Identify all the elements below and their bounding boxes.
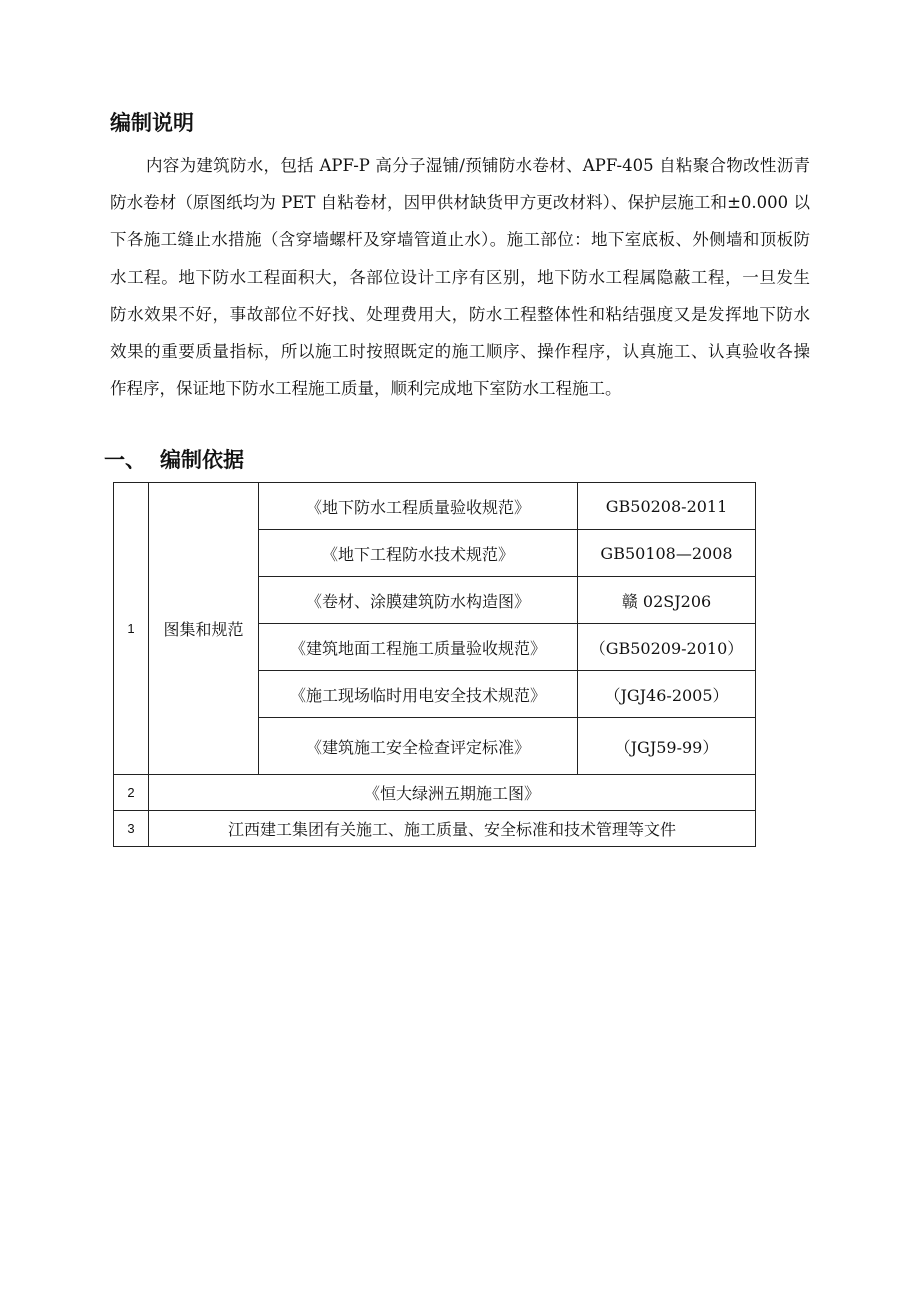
standard-name: 《地下工程防水技术规范》 bbox=[259, 530, 578, 577]
standard-name: 《建筑施工安全检查评定标准》 bbox=[259, 718, 578, 775]
standard-name: 《卷材、涂膜建筑防水构造图》 bbox=[259, 577, 578, 624]
paragraph-line: 防水卷材（原图纸均为 PET 自粘卷材，因甲供材缺货甲方更改材料）、保护层施工和±0.000 以 bbox=[110, 193, 810, 213]
row-index: 2 bbox=[114, 775, 149, 811]
paragraph-line: 内容为建筑防水，包括 APF-P 高分子湿铺/预铺防水卷材、APF-405 自粘聚合物改性沥青 bbox=[146, 156, 810, 175]
section-title-intro: 编制说明 bbox=[110, 111, 194, 135]
paragraph-line: 水工程。地下防水工程面积大，各部位设计工序有区别，地下防水工程属隐蔽工程，一旦发生 bbox=[110, 267, 810, 287]
table-row bbox=[114, 775, 756, 811]
standard-name: 《施工现场临时用电安全技术规范》 bbox=[259, 671, 578, 718]
category-cell: 图集和规范 bbox=[149, 483, 259, 775]
drawing-reference: 《恒大绿洲五期施工图》 bbox=[149, 775, 756, 811]
section-title-text: 编制依据 bbox=[160, 448, 244, 472]
paragraph-line: 效果的重要质量指标，所以施工时按照既定的施工顺序、操作程序，认真施工、认真验收各操 bbox=[110, 341, 810, 361]
table-row bbox=[114, 483, 756, 530]
table-row bbox=[114, 811, 756, 847]
row-index: 1 bbox=[114, 483, 149, 775]
section-title-basis bbox=[104, 444, 244, 474]
basis-table bbox=[113, 482, 756, 847]
standard-code: GB50108—2008 bbox=[578, 530, 756, 577]
standard-code: GB50208-2011 bbox=[578, 483, 756, 530]
intro-paragraph bbox=[110, 147, 810, 407]
standard-name: 《地下防水工程质量验收规范》 bbox=[259, 483, 578, 530]
standard-code: （JGJ59-99） bbox=[578, 718, 756, 775]
company-documents: 江西建工集团有关施工、施工质量、安全标准和技术管理等文件 bbox=[149, 811, 756, 847]
paragraph-line: 防水效果不好，事故部位不好找、处理费用大，防水工程整体性和粘结强度又是发挥地下防水 bbox=[110, 304, 810, 324]
standard-code: （JGJ46-2005） bbox=[578, 671, 756, 718]
section-number: 一、 bbox=[104, 448, 146, 472]
row-index: 3 bbox=[114, 811, 149, 847]
standard-code: （GB50209-2010） bbox=[578, 624, 756, 671]
paragraph-line: 作程序，保证地下防水工程施工质量，顺利完成地下室防水工程施工。 bbox=[110, 379, 622, 399]
standard-name: 《建筑地面工程施工质量验收规范》 bbox=[259, 624, 578, 671]
standard-code: 赣 02SJ206 bbox=[578, 577, 756, 624]
paragraph-line: 下各施工缝止水措施（含穿墙螺杆及穿墙管道止水）。施工部位：地下室底板、外侧墙和顶板防 bbox=[110, 230, 810, 250]
